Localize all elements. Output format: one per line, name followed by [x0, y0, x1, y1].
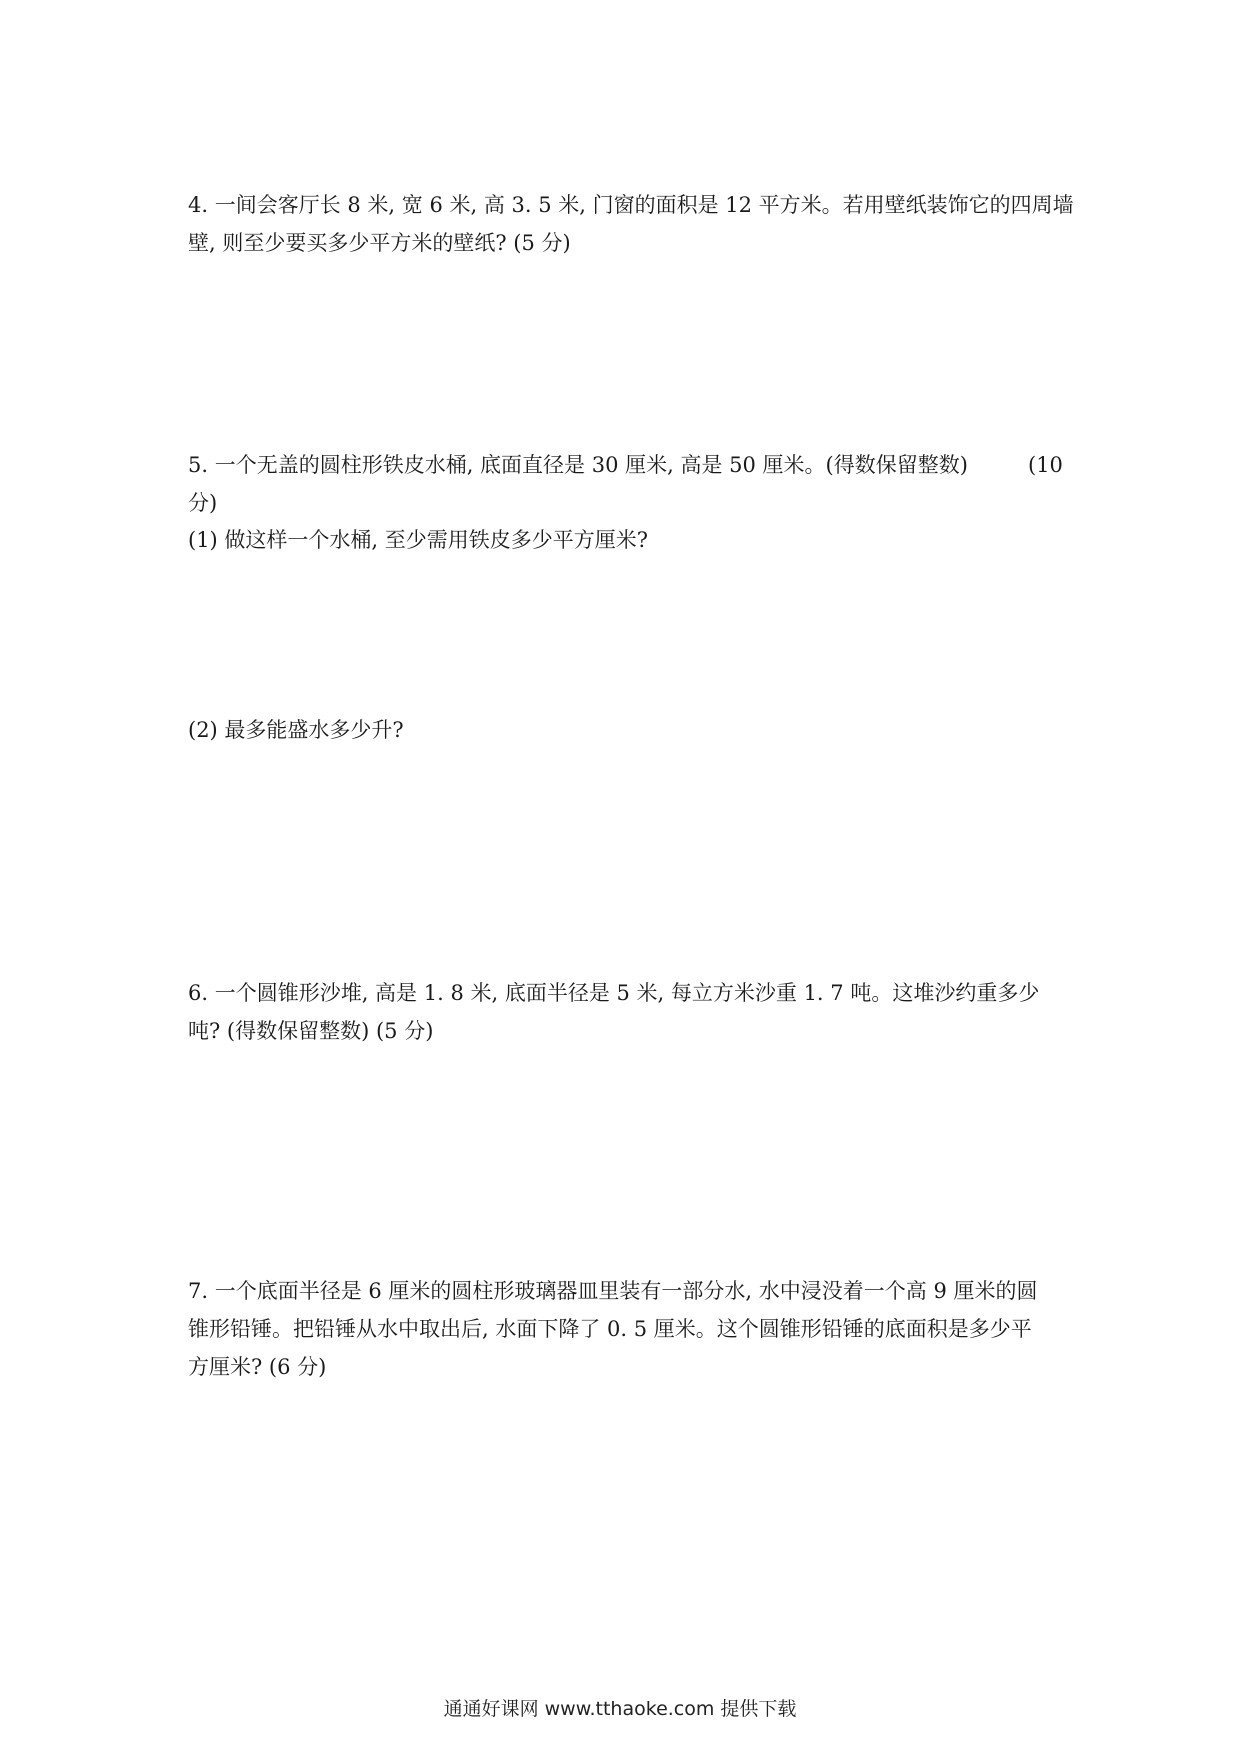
question-7-line-3: 方厘米? (6 分) — [188, 1355, 327, 1379]
question-5-points: (10 — [1028, 453, 1063, 477]
question-6-line-2: 吨? (得数保留整数) (5 分) — [188, 1019, 434, 1043]
question-7-line-1: 7. 一个底面半径是 6 厘米的圆柱形玻璃器皿里装有一部分水, 水中浸没着一个高 9 厘米的圆 — [188, 1279, 1038, 1303]
question-7-line-2: 锥形铅锤。把铅锤从水中取出后, 水面下降了 0. 5 厘米。这个圆锥形铅锤的底面积是多少平 — [188, 1317, 1032, 1341]
question-5-line-1: 5. 一个无盖的圆柱形铁皮水桶, 底面直径是 30 厘米, 高是 50 厘米。(得数保留整数) — [188, 453, 968, 477]
question-5-line-2: 分) — [188, 491, 218, 515]
question-6-line-1: 6. 一个圆锥形沙堆, 高是 1. 8 米, 底面半径是 5 米, 每立方米沙重 1. 7 吨。这堆沙约重多少 — [188, 981, 1040, 1005]
question-5-subquestion-2: (2) 最多能盛水多少升? — [188, 718, 404, 742]
footer-source: 通通好课网 www.tthaoke.com 提供下载 — [443, 1698, 797, 1720]
question-5-subquestion-1: (1) 做这样一个水桶, 至少需用铁皮多少平方厘米? — [188, 528, 649, 552]
question-4-line-2: 壁, 则至少要买多少平方米的壁纸? (5 分) — [188, 231, 571, 255]
question-4-line-1: 4. 一间会客厅长 8 米, 宽 6 米, 高 3. 5 米, 门窗的面积是 12 平方米。若用壁纸装饰它的四周墙 — [188, 193, 1074, 217]
